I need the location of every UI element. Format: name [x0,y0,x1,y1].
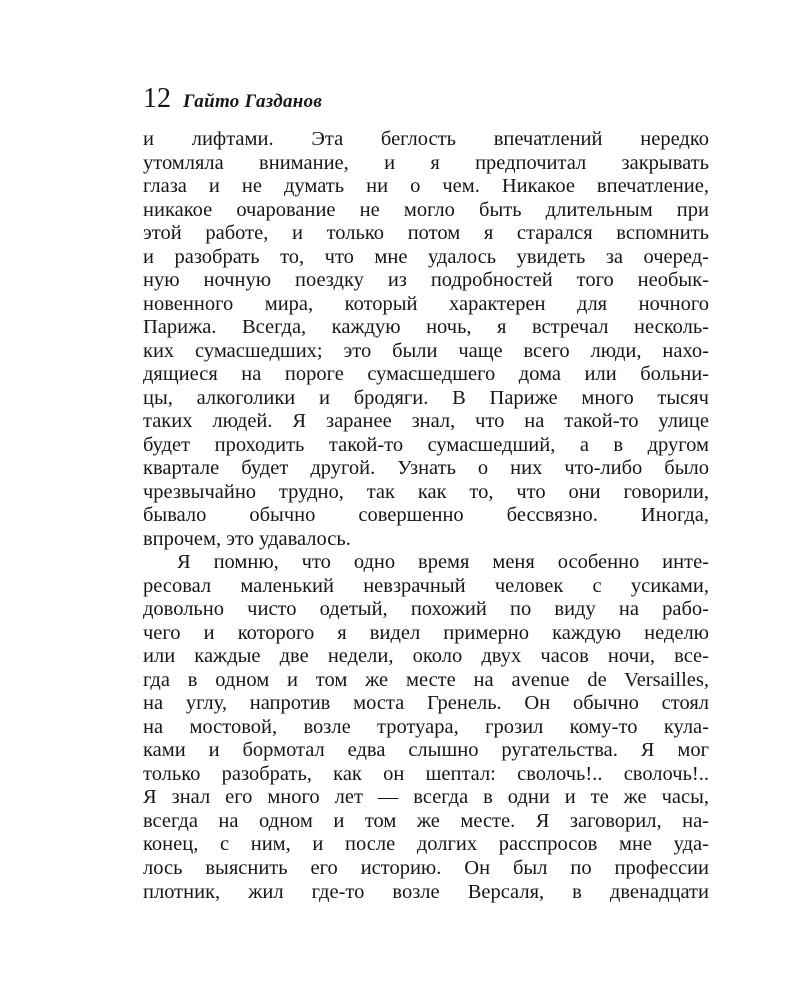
paragraph-last-line: впрочем, это удавалось. [143,527,351,550]
text-line: и разобрать то, что мне удалось увидеть за очеред- [143,245,709,268]
text-line: на углу, напротив моста Гренель. Он обычно стоял [143,692,709,715]
text-line: плотник, жил где-то возле Версаля, в двенадцати [143,880,709,903]
text-line: всегда на одном и том же месте. Я заговорил, на- [143,809,709,832]
text-line: квартале будет другой. Узнать о них что-либо было [143,457,709,480]
text-line: ками и бормотал едва слышно ругательства. Я мог [143,739,709,762]
text-line: новенного мира, который характерен для ночного [143,292,709,315]
text-line: никакое очарование не могло быть длительным при [143,198,709,221]
text-line: довольно чисто одетый, похожий по виду на рабо- [143,598,709,621]
running-head [143,82,322,116]
text-line: таких людей. Я заранее знал, что на такой-то улице [143,410,709,433]
text-line: только разобрать, как он шептал: сволочь!.. сволочь!.. [143,762,709,785]
text-line: этой работе, и только потом я старался вспомнить [143,222,709,245]
text-line: ную ночную поездку из подробностей того необык- [143,269,709,292]
running-title: Гайто Газданов [183,91,323,112]
body-text [143,128,709,904]
text-line: Парижа. Всегда, каждую ночь, я встречал несколь- [143,316,709,339]
text-line: бывало обычно совершенно бессвязно. Иногда, [143,504,709,527]
text-line: дящиеся на пороге сумасшедшего дома или больни- [143,363,709,386]
text-line: ресовал маленький невзрачный человек с усиками, [143,574,709,597]
text-line: будет проходить такой-то сумасшедший, а в другом [143,433,709,456]
paragraph-first-line: Я помню, что одно время меня особенно инте- [177,551,709,574]
text-line: гда в одном и том же месте на avenue de Versailles, [143,668,709,691]
text-line: глаза и не думать ни о чем. Никакое впечатление, [143,175,709,198]
text-line: и лифтами. Эта беглость впечатлений нередко [143,128,709,150]
text-line: конец, с ним, и после долгих расспросов мне уда- [143,833,709,856]
text-line: или каждые две недели, около двух часов ночи, все- [143,645,709,668]
text-line: ких сумасшедших; это были чаще всего люди, нахо- [143,339,709,362]
text-line: на мостовой, возле тротуара, грозил кому-то кула- [143,715,709,738]
text-line: утомляла внимание, и я предпочитал закрывать [143,151,709,174]
text-line: чего и которого я видел примерно каждую неделю [143,621,709,644]
page-number: 12 [143,83,171,114]
text-line: чрезвычайно трудно, так как то, что они говорили, [143,480,709,503]
text-line: цы, алкоголики и бродяги. В Париже много тысяч [143,386,709,409]
text-line: Я знал его много лет — всегда в одни и те же часы, [143,786,709,809]
text-line: лось выяснить его историю. Он был по профессии [143,856,709,879]
